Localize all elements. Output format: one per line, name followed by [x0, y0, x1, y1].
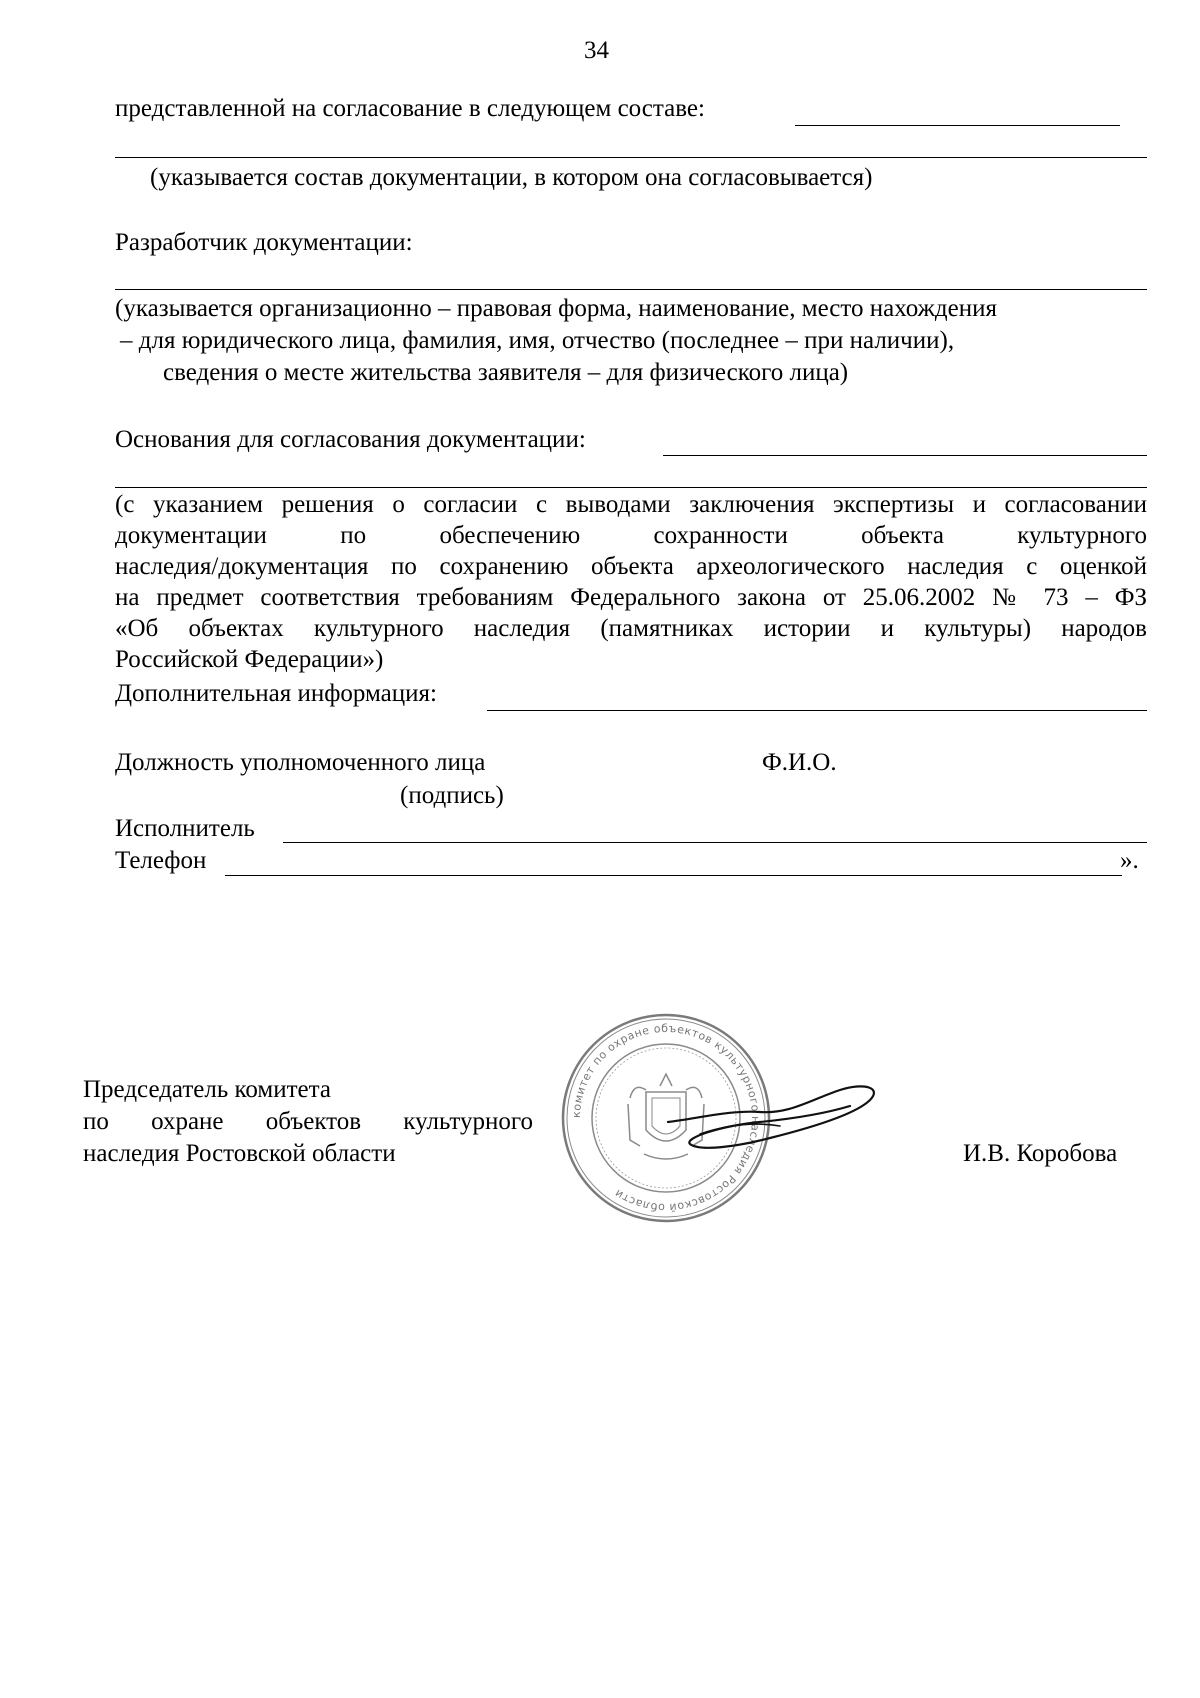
grounds-hint-line-1: (с указанием решения о согласии с выводами заключения экспертизы и согласовании: [115, 491, 1147, 518]
executor-line: [283, 842, 1147, 843]
grounds-hint-line-2: документации по обеспечению сохранности объекта культурного: [115, 522, 1147, 549]
phone-label: Телефон: [115, 847, 207, 874]
chairman-title-line-1: Председатель комитета: [83, 1076, 331, 1103]
handwritten-signature-icon: [660, 1060, 890, 1170]
intro-fill-line: [795, 125, 1120, 126]
developer-line: [115, 289, 1147, 290]
chairman-title-line-2: [83, 1107, 533, 1137]
additional-info-line: [487, 710, 1147, 711]
seal-text: комитет по охране объектов культурного наследия Ростовской области: [569, 1021, 763, 1215]
signatory-name: И.В. Коробова: [963, 1140, 1118, 1167]
position-label: Должность уполномоченного лица: [115, 749, 486, 776]
additional-info-label: Дополнительная информация:: [115, 680, 437, 707]
page-number: 34: [584, 37, 609, 64]
chairman-title-line-3: наследия Ростовской области: [83, 1140, 396, 1167]
developer-hint-line-3: сведения о месте жительства заявителя – для физического лица): [163, 359, 849, 386]
grounds-hint-line-5: «Об объектах культурного наследия (памятниках истории и культуры) народов: [115, 615, 1147, 642]
composition-hint: (указывается состав документации, в котором она согласовывается): [150, 164, 873, 191]
grounds-hint-line-6: Российской Федерации»): [115, 646, 384, 673]
signature-label: (подпись): [400, 782, 504, 809]
phone-suffix: ».: [1120, 847, 1139, 874]
phone-line: [225, 875, 1122, 876]
composition-line: [115, 157, 1147, 158]
grounds-hint-line-4: на предмет соответствия требованиям Федерального закона от 25.06.2002 № 73 – ФЗ: [115, 584, 1147, 611]
executor-label: Исполнитель: [115, 815, 255, 842]
fio-label: Ф.И.О.: [762, 749, 837, 776]
grounds-hint-line-3: наследия/документация по сохранению объекта археологического наследия с оценкой: [115, 553, 1147, 580]
intro-text: представленной на согласование в следующем составе:: [115, 95, 705, 122]
chairman-title-line-2-text: по охране объектов культурного: [83, 1108, 533, 1135]
developer-hint-line-1: (указывается организационно – правовая форма, наименование, место нахождения: [115, 295, 997, 322]
developer-label: Разработчик документации:: [115, 229, 413, 256]
grounds-line: [115, 487, 1147, 488]
grounds-label: Основания для согласования документации:: [115, 426, 586, 453]
developer-hint-line-2: – для юридического лица, фамилия, имя, отчество (последнее – при наличии),: [120, 327, 955, 354]
grounds-fill-line: [663, 455, 1147, 456]
